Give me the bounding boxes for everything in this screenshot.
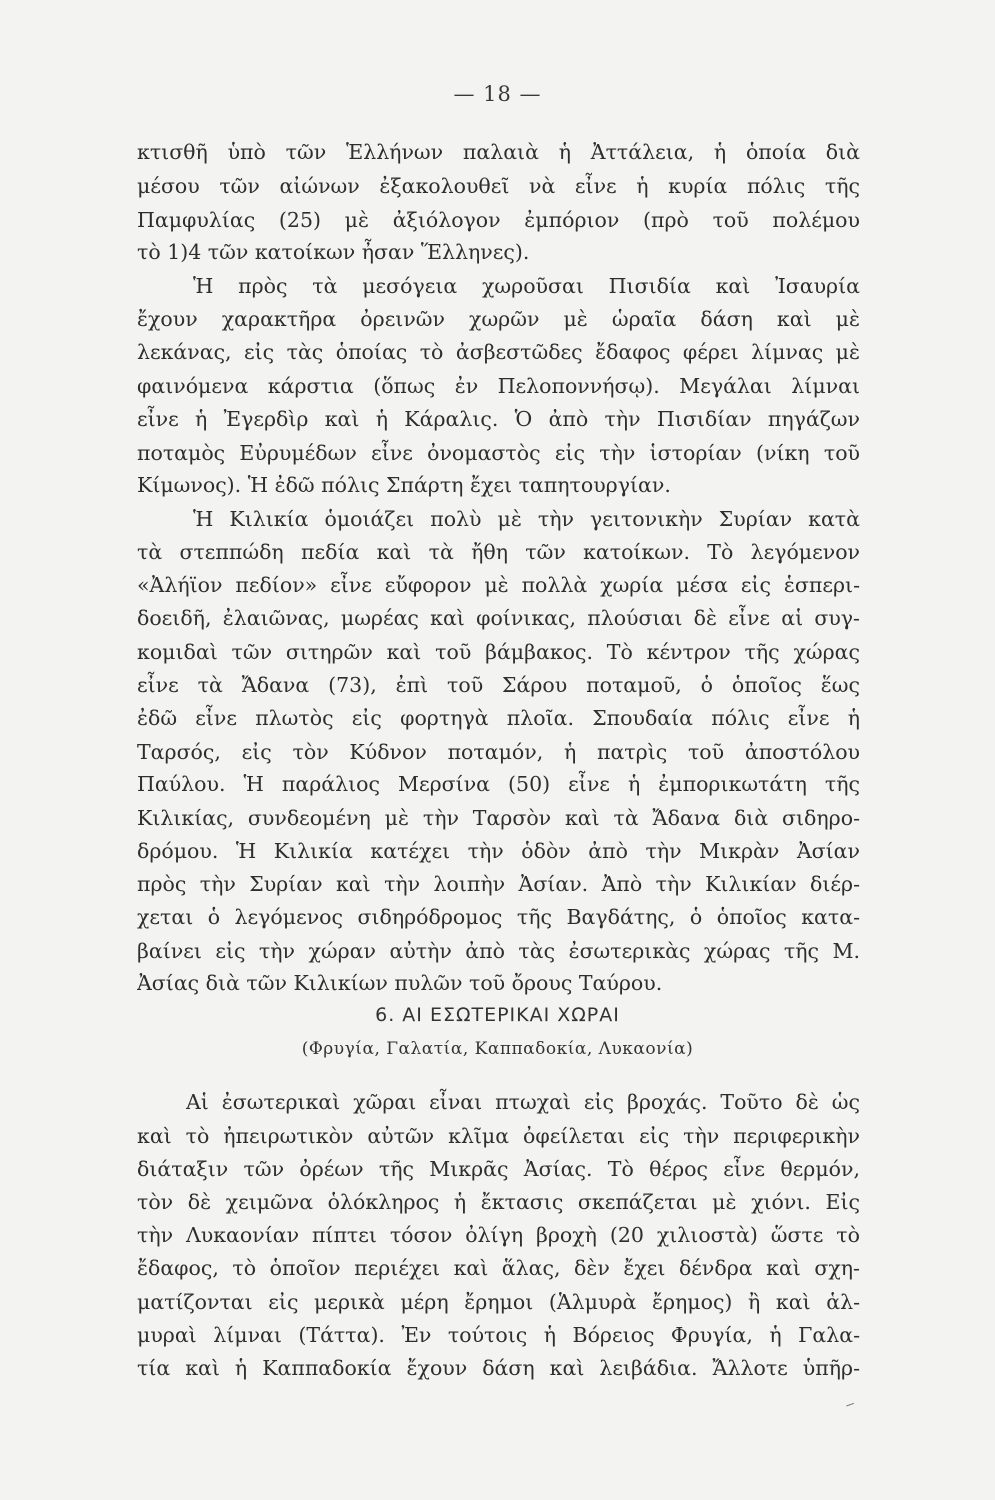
text-line: τὸν δὲ χειμῶνα ὁλόκληρος ἡ ἔκτασις σκεπάζεται μὲ χιόνι. Εἰς bbox=[137, 1190, 860, 1214]
text-line: ποταμὸς Εὐρυμέδων εἶνε ὀνομαστὸς εἰς τὴν ἱστορίαν (νίκη τοῦ bbox=[137, 441, 860, 465]
text-line: ἐδῶ εἶνε πλωτὸς εἰς φορτηγὰ πλοῖα. Σπουδαία πόλις εἶνε ἡ bbox=[137, 706, 860, 730]
section-heading: 6. ΑΙ ΕΣΩΤΕΡΙΚΑΙ ΧΩΡΑΙ bbox=[375, 1004, 620, 1026]
section-subheading: (Φρυγία, Γαλατία, Καππαδοκία, Λυκαονία) bbox=[301, 1039, 694, 1059]
paragraph-start-line: Ἡ Κιλικία ὁμοιάζει πολὺ μὲ τὴν γειτονικὴν Συρίαν κατὰ bbox=[193, 507, 860, 531]
text-line: βαίνει εἰς τὴν χώραν αὐτὴν ἀπὸ τὰς ἐσωτερικὰς χώρας τῆς Μ. bbox=[137, 939, 860, 963]
text-line: ἔχουν χαρακτῆρα ὀρεινῶν χωρῶν μὲ ὡραῖα δάση καὶ μὲ bbox=[137, 307, 860, 331]
text-line: πρὸς τὴν Συρίαν καὶ τὴν λοιπὴν Ἀσίαν. Ἀπὸ τὴν Κιλικίαν διέρ- bbox=[137, 872, 860, 896]
text-line: Ἀσίας διὰ τῶν Κιλικίων πυλῶν τοῦ ὄρους Ταύρου. bbox=[137, 971, 663, 995]
text-line: «Ἀλήϊον πεδίον» εἶνε εὔφορον μὲ πολλὰ χωρία μέσα εἰς ἑσπερι- bbox=[137, 573, 860, 597]
text-line: εἶνε τὰ Ἄδανα (73), ἐπὶ τοῦ Σάρου ποταμοῦ, ὁ ὁποῖος ἕως bbox=[137, 673, 860, 697]
text-line: κομιδαὶ τῶν σιτηρῶν καὶ τοῦ βάμβακος. Τὸ κέντρον τῆς χώρας bbox=[137, 640, 860, 664]
paragraph-start-line: Ἡ πρὸς τὰ μεσόγεια χωροῦσαι Πισιδία καὶ Ἰσαυρία bbox=[193, 274, 860, 298]
text-line: εἶνε ἡ Ἐγερδὶρ καὶ ἡ Κάραλις. Ὁ ἀπὸ τὴν Πισιδίαν πηγάζων bbox=[137, 407, 860, 431]
text-line: τὰ στεππώδη πεδία καὶ τὰ ἤθη τῶν κατοίκων. Τὸ λεγόμενον bbox=[137, 540, 860, 564]
text-line: δρόμου. Ἡ Κιλικία κατέχει τὴν ὁδὸν ἀπὸ τὴν Μικρὰν Ἀσίαν bbox=[137, 839, 860, 863]
text-line: φαινόμενα κάρστια (ὅπως ἐν Πελοποννήσῳ). Μεγάλαι λίμναι bbox=[137, 374, 860, 398]
text-line: διάταξιν τῶν ὀρέων τῆς Μικρᾶς Ἀσίας. Τὸ θέρος εἶνε θερμόν, bbox=[137, 1157, 860, 1181]
text-line: μυραὶ λίμναι (Τάττα). Ἐν τούτοις ἡ Βόρειος Φρυγία, ἡ Γαλα- bbox=[137, 1323, 860, 1347]
text-line: Παύλου. Ἡ παράλιος Μερσίνα (50) εἶνε ἡ ἐμπορικωτάτη τῆς bbox=[137, 772, 860, 796]
text-line: ματίζονται εἰς μερικὰ μέρη ἔρημοι (Ἁλμυρὰ ἔρημος) ἢ καὶ ἁλ- bbox=[137, 1290, 860, 1314]
text-line: Ταρσός, εἰς τὸν Κύδνον ποταμόν, ἡ πατρὶς τοῦ ἀποστόλου bbox=[137, 740, 860, 764]
text-line: λεκάνας, εἰς τὰς ὁποίας τὸ ἀσβεστῶδες ἔδαφος φέρει λίμνας μὲ bbox=[137, 340, 860, 364]
text-line: καὶ τὸ ἠπειρωτικὸν αὐτῶν κλῖμα ὀφείλεται εἰς τὴν περιφερικὴν bbox=[137, 1124, 860, 1148]
text-line: μέσου τῶν αἰώνων ἐξακολουθεῖ νὰ εἶνε ἡ κυρία πόλις τῆς bbox=[137, 174, 860, 198]
text-line: τία καὶ ἡ Καππαδοκία ἔχουν δάση καὶ λειβάδια. Ἄλλοτε ὑπῆρ- bbox=[137, 1356, 860, 1380]
text-line: τὸ 1)4 τῶν κατοίκων ἦσαν Ἕλληνες). bbox=[137, 240, 530, 264]
text-line: Παμφυλίας (25) μὲ ἀξιόλογον ἐμπόριον (πρὸ τοῦ πολέμου bbox=[137, 208, 860, 232]
text-line: κτισθῆ ὑπὸ τῶν Ἑλλήνων παλαιὰ ἡ Ἀττάλεια, ἡ ὁποία διὰ bbox=[137, 140, 860, 164]
page-number: — 18 — bbox=[453, 82, 542, 106]
text-line: Κιλικίας, συνδεομένη μὲ τὴν Ταρσὸν καὶ τὰ Ἄδανα διὰ σιδηρο- bbox=[137, 806, 860, 830]
print-speck bbox=[846, 1403, 856, 1411]
paragraph-start-line: Αἱ ἐσωτερικαὶ χῶραι εἶναι πτωχαὶ εἰς βροχάς. Τοῦτο δὲ ὡς bbox=[186, 1090, 860, 1114]
text-line: δοειδῆ, ἐλαιῶνας, μωρέας καὶ φοίνικας, πλούσιαι δὲ εἶνε αἱ συγ- bbox=[137, 606, 860, 630]
text-line: χεται ὁ λεγόμενος σιδηρόδρομος τῆς Βαγδάτης, ὁ ὁποῖος κατα- bbox=[137, 905, 860, 929]
text-line: ἔδαφος, τὸ ὁποῖον περιέχει καὶ ἅλας, δὲν ἔχει δένδρα καὶ σχη- bbox=[137, 1256, 860, 1280]
text-line: Κίμωνος). Ἡ ἐδῶ πόλις Σπάρτη ἔχει ταπητουργίαν. bbox=[137, 473, 671, 497]
text-line: τὴν Λυκαονίαν πίπτει τόσον ὀλίγη βροχὴ (20 χιλιοστὰ) ὥστε τὸ bbox=[137, 1223, 860, 1247]
